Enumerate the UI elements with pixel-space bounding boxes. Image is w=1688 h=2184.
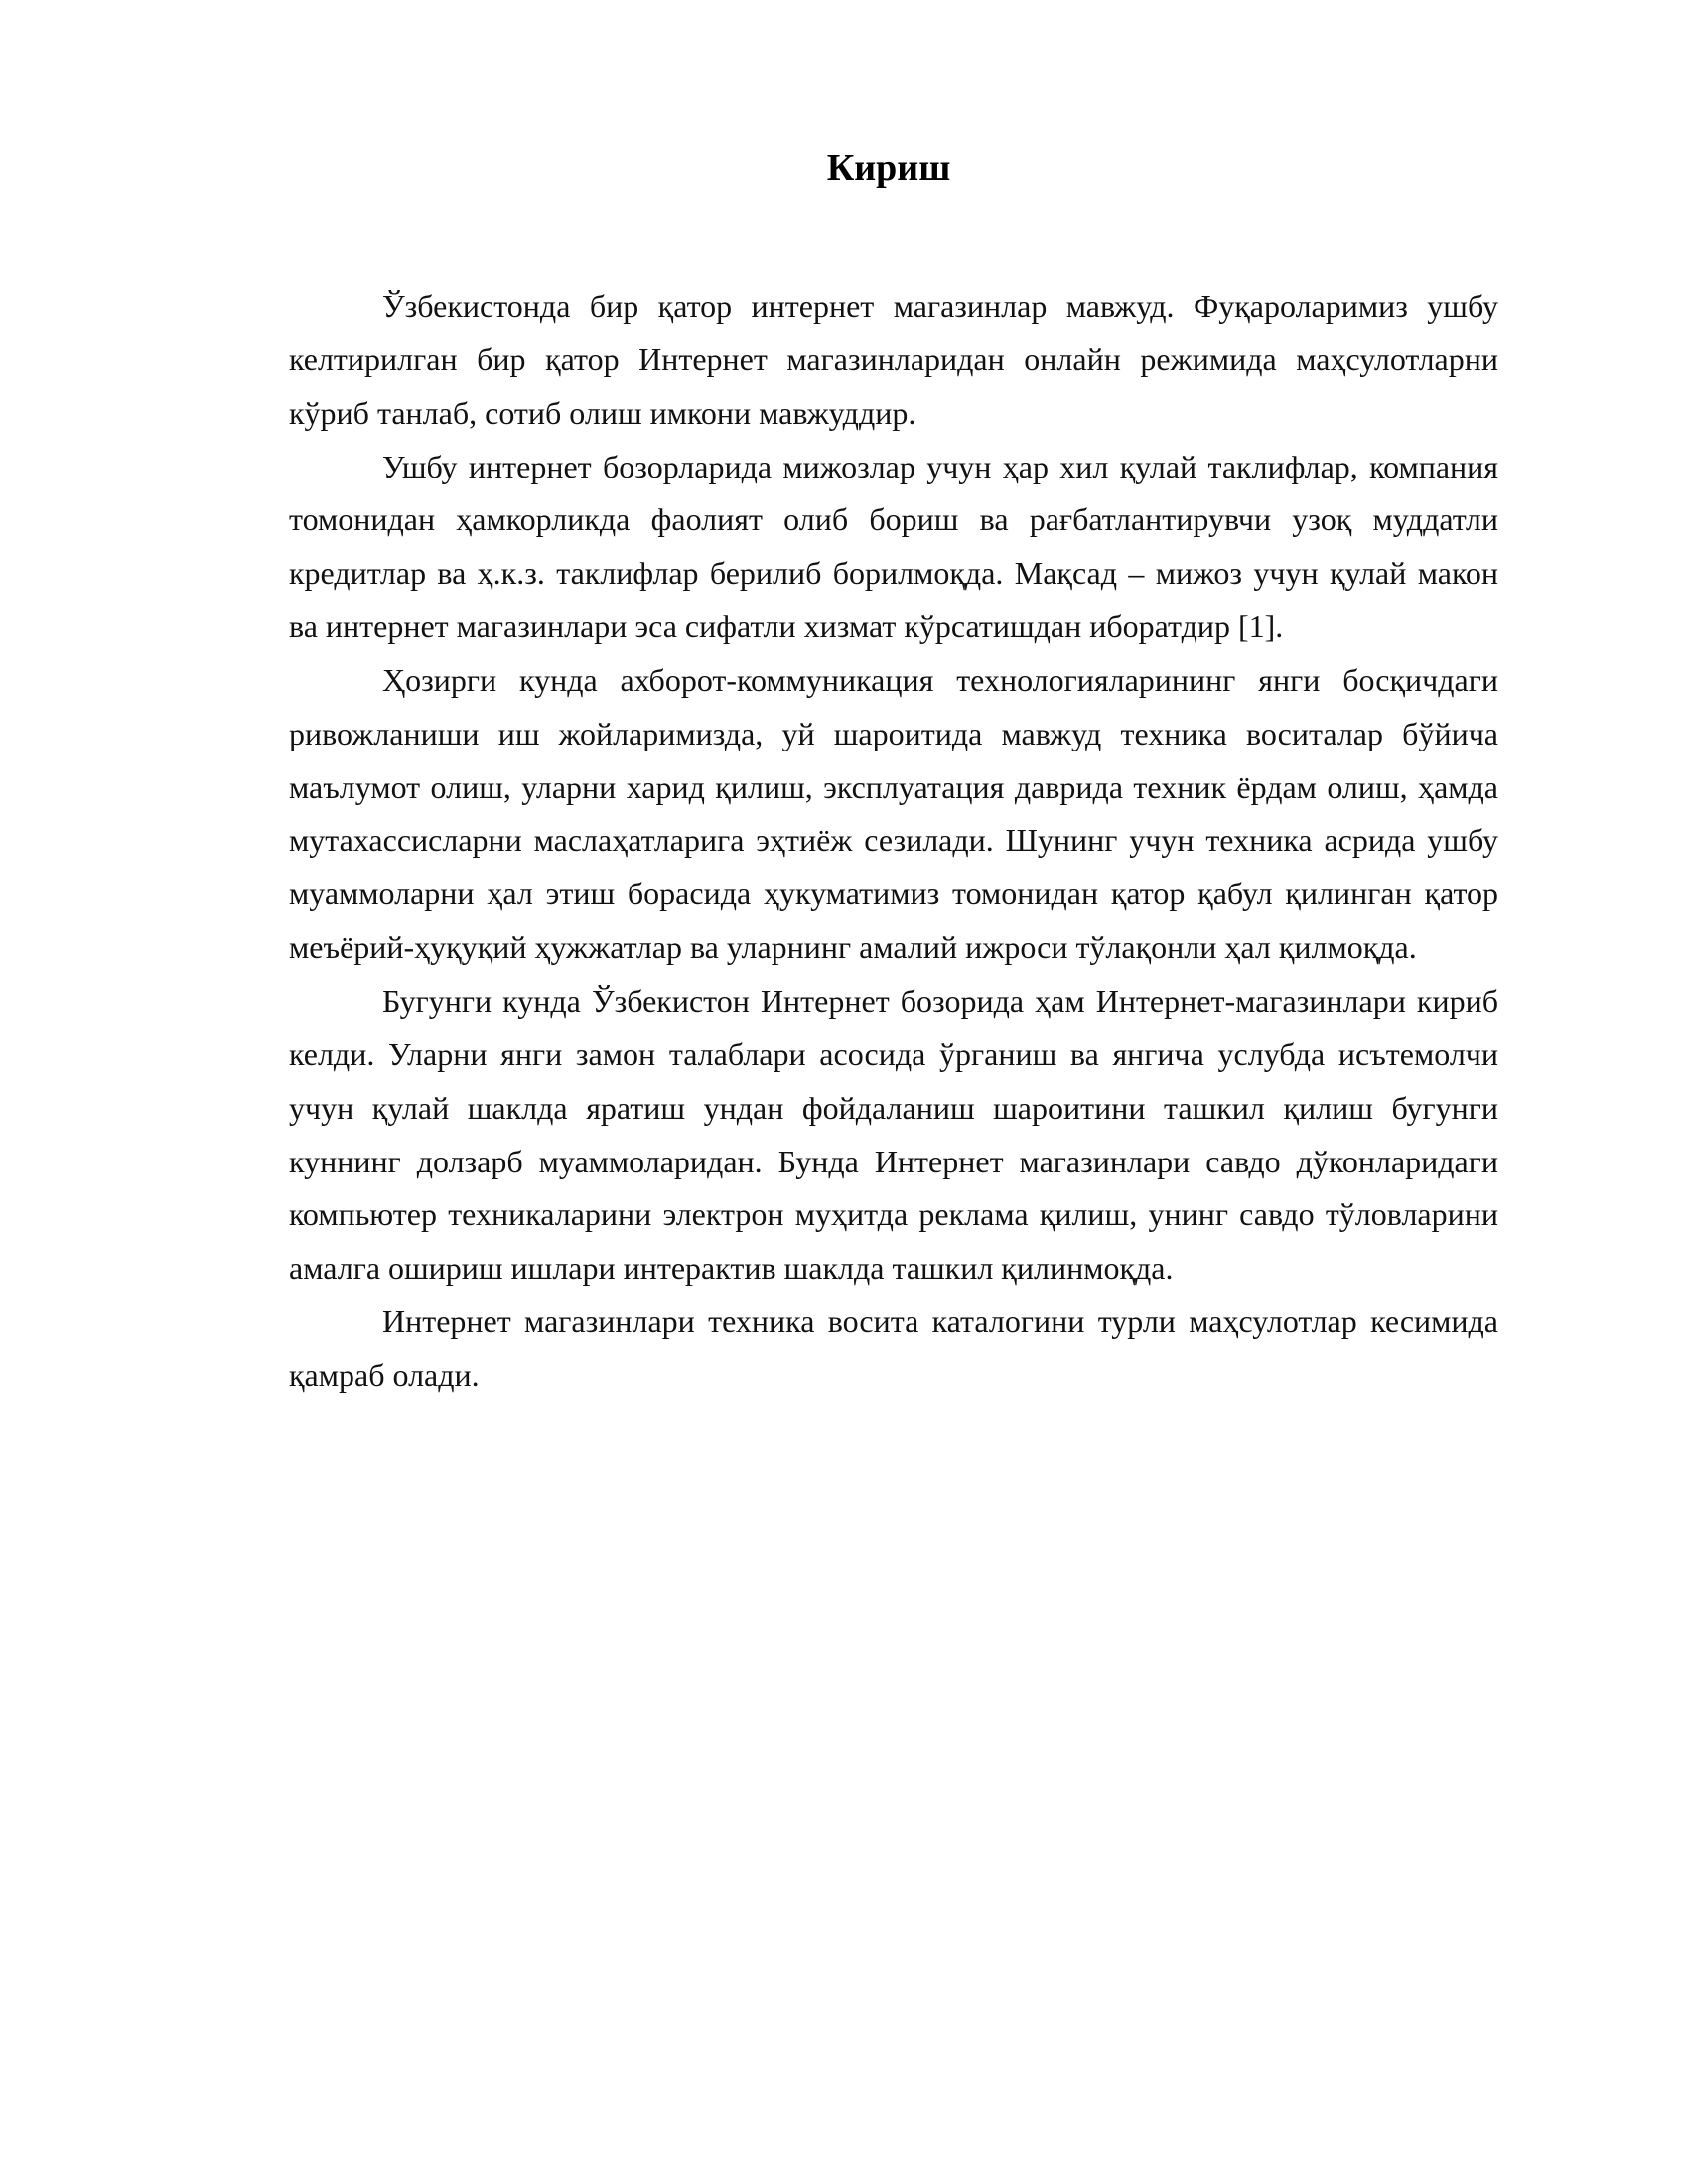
document-body xyxy=(289,280,1498,1403)
page-title: Кириш xyxy=(826,147,951,189)
paragraph-3: Ҳозирги кунда ахборот-коммуникация технологияларининг янги босқичдаги ривожланиши иш жойларимизда, уй шароитида мавжуд техника воситалар бўйича маълумот олиш, уларни харид қилиш, эксплуатация даврида техник ёрдам олиш, ҳамда мутахассисларни маслаҳатларига эҳтиёж сезилади. Шунинг учун техника асрида ушбу муаммоларни ҳал этиш борасида ҳукуматимиз томонидан қатор қабул қилинган қатор меъёрий-ҳуқуқий ҳужжатлар ва уларнинг амалий ижроси тўлақонли ҳал қилмоқда. xyxy=(289,661,1498,966)
paragraph-5: Интернет магазинлари техника восита каталогини турли маҳсулотлар кесимида қамраб олади. xyxy=(289,1303,1498,1393)
paragraph-4: Бугунги кунда Ўзбекистон Интернет бозорида ҳам Интернет-магазинлари кириб келди. Уларни янги замон талаблари асосида ўрганиш ва янгича услубда исътемолчи учун қулай шаклда яратиш ундан фойдаланиш шароитини ташкил қилиш бугунги куннинг долзарб муаммоларидан. Бунда Интернет магазинлари савдо дўконларидаги компьютер техникаларини электрон муҳитда реклама қилиш, унинг савдо тўловларини амалга ошириш ишлари интерактив шаклда ташкил қилинмоқда. xyxy=(289,982,1498,1287)
paragraph-2: Ушбу интернет бозорларида мижозлар учун ҳар хил қулай таклифлар, компания томонидан ҳамкорликда фаолият олиб бориш ва рағбатлантирувчи узоқ муддатли кредитлар ва ҳ.к.з. таклифлар берилиб борилмоқда. Мақсад – мижоз учун қулай макон ва интернет магазинлари эса сифатли хизмат кўрсатишдан иборатдир [1]. xyxy=(289,448,1498,645)
paragraph-1: Ўзбекистонда бир қатор интернет магазинлар мавжуд. Фуқароларимиз ушбу келтирилган бир қатор Интернет магазинларидан онлайн режимида маҳсулотларни кўриб танлаб, сотиб олиш имкони мавжуддир. xyxy=(289,288,1498,431)
